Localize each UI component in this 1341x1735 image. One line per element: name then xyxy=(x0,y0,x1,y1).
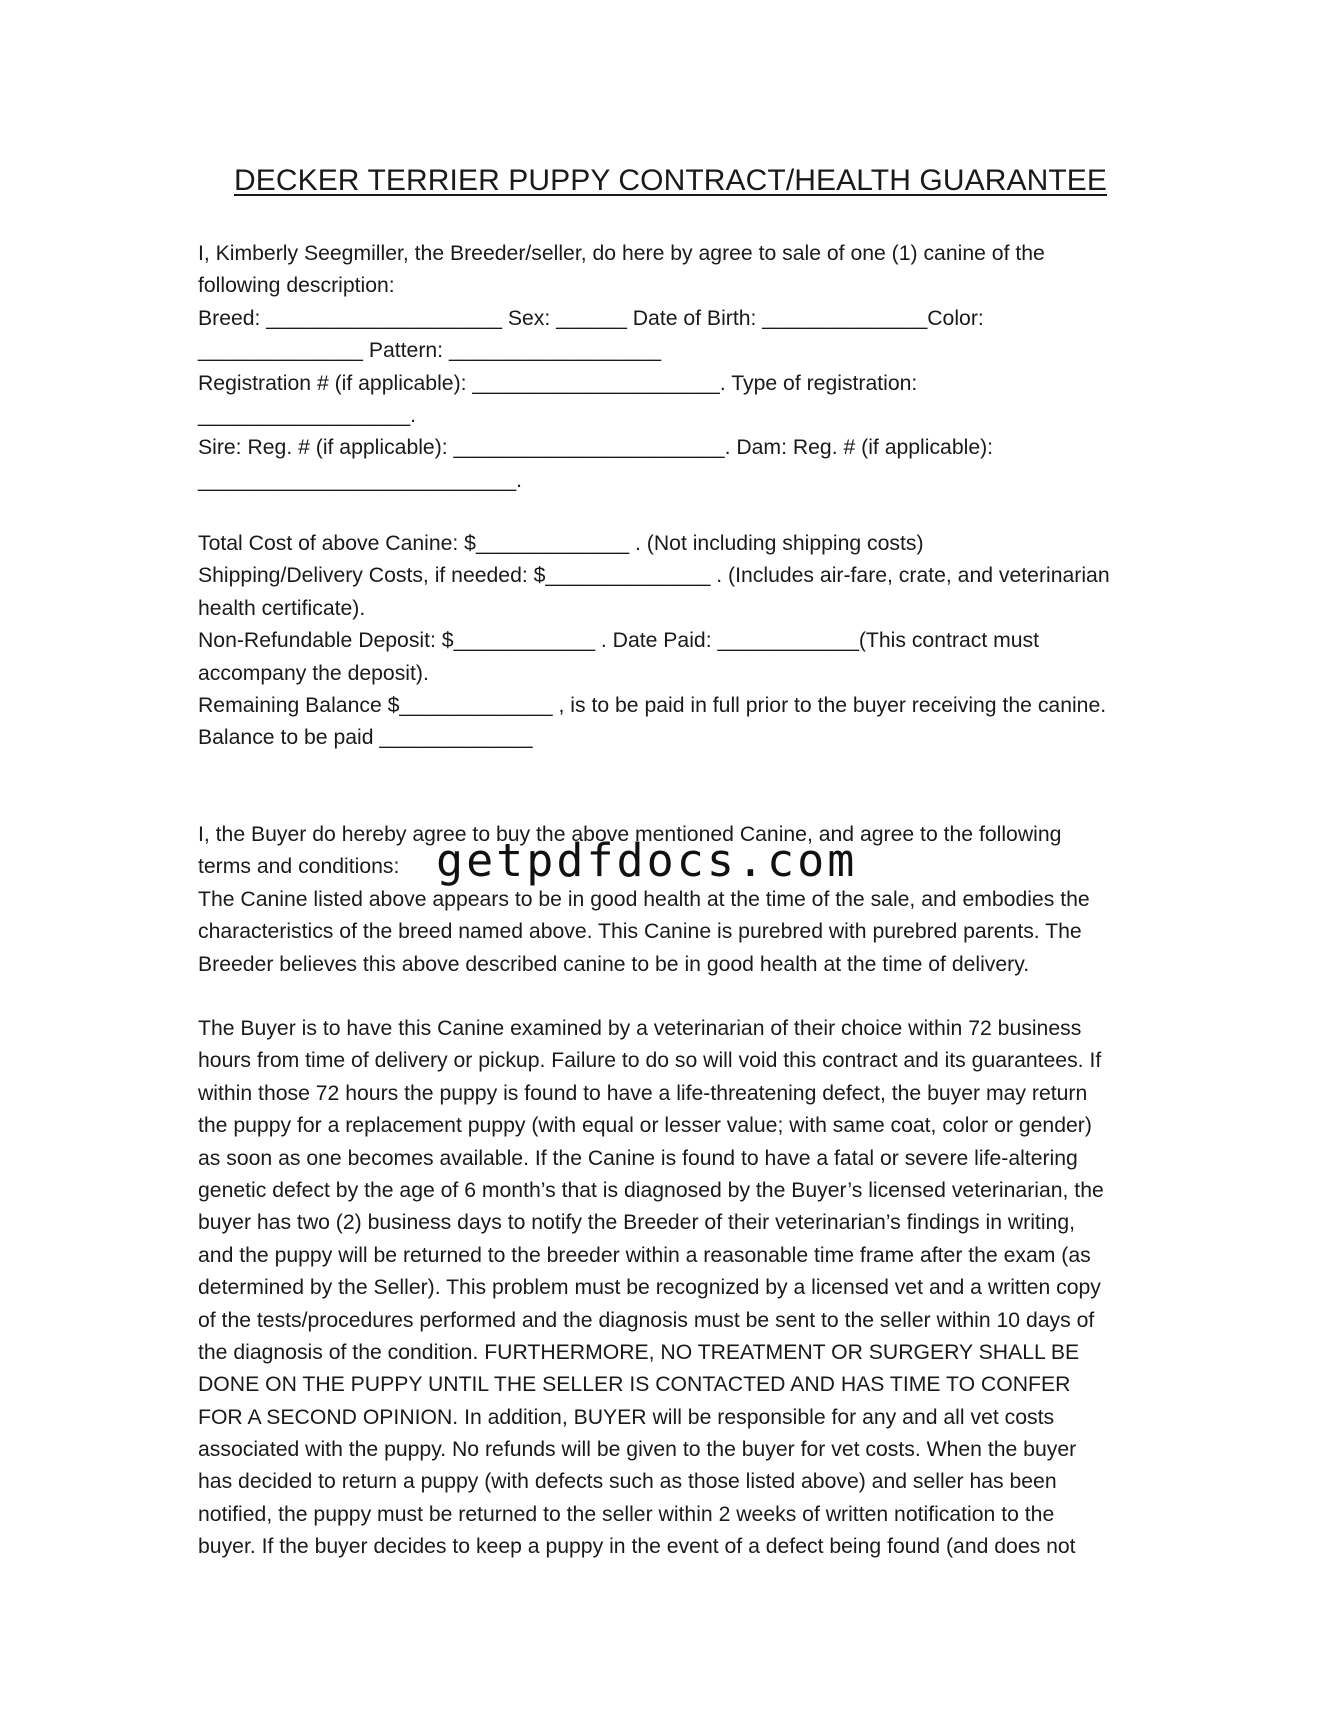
text-line: health certificate). xyxy=(198,596,366,620)
text-line: associated with the puppy. No refunds will be given to the buyer for vet costs. When the buyer xyxy=(198,1438,1077,1462)
text-line: Sire: Reg. # (if applicable): _______________________. Dam: Reg. # (if applicable): xyxy=(198,436,994,460)
text-line: Remaining Balance $_____________ , is to be paid in full prior to the buyer receiving the canine. xyxy=(198,693,1107,717)
health-guarantee-section xyxy=(198,1013,1158,1564)
text-line: Balance to be paid _____________ xyxy=(198,726,533,750)
text-line: Total Cost of above Canine: $_____________ . (Not including shipping costs) xyxy=(198,532,924,555)
sale-description-section xyxy=(198,238,1158,497)
text-line: DONE ON THE PUPPY UNTIL THE SELLER IS CONTACTED AND HAS TIME TO CONFER xyxy=(198,1373,1071,1397)
text-line: within those 72 hours the puppy is found to have a life-threatening defect, the buyer may return xyxy=(198,1081,1088,1105)
text-line: the puppy for a replacement puppy (with equal or lesser value; with same coat, color or gender) xyxy=(198,1114,1092,1138)
text-line: Breeder believes this above described canine to be in good health at the time of delivery. xyxy=(198,952,1030,976)
text-line: of the tests/procedures performed and the diagnosis must be sent to the seller within 10 days of xyxy=(198,1308,1095,1332)
watermark: getpdfdocs.com xyxy=(436,834,858,887)
text-line: terms and conditions: xyxy=(198,855,400,879)
text-line: Registration # (if applicable): _____________________. Type of registration: xyxy=(198,371,918,395)
text-line: __________________. xyxy=(198,403,416,427)
text-line: accompany the deposit). xyxy=(198,661,429,685)
text-line: and the puppy will be returned to the breeder within a reasonable time frame after the exam (as xyxy=(198,1243,1091,1267)
text-line: The Canine listed above appears to be in good health at the time of the sale, and embodies the xyxy=(198,887,1090,911)
text-line: notified, the puppy must be returned to the seller within 2 weeks of written notification to the xyxy=(198,1502,1055,1526)
text-line: Breed: ____________________ Sex: ______ Date of Birth: ______________Color: xyxy=(198,306,984,330)
text-line: FOR A SECOND OPINION. In addition, BUYER will be responsible for any and all vet costs xyxy=(198,1405,1055,1429)
text-line: determined by the Seller). This problem must be recognized by a licensed vet and a written copy xyxy=(198,1276,1101,1300)
text-line: as soon as one becomes available. If the Canine is found to have a fatal or severe life-altering xyxy=(198,1146,1078,1170)
text-line: I, Kimberly Seegmiller, the Breeder/seller, do here by agree to sale of one (1) canine of the xyxy=(198,242,1045,265)
text-line: the diagnosis of the condition. FURTHERMORE, NO TREATMENT OR SURGERY SHALL BE xyxy=(198,1340,1080,1364)
text-line: I, the Buyer do hereby agree to buy the above mentioned Canine, and agree to the following xyxy=(198,823,1062,846)
text-line: has decided to return a puppy (with defects such as those listed above) and seller has been xyxy=(198,1470,1057,1494)
text-line: following description: xyxy=(198,274,395,298)
text-line: Non-Refundable Deposit: $____________ . Date Paid: ____________(This contract must xyxy=(198,629,1040,653)
text-line: buyer has two (2) business days to notify the Breeder of their veterinarian’s findings in writing, xyxy=(198,1211,1075,1235)
text-line: The Buyer is to have this Canine examined by a veterinarian of their choice within 72 business xyxy=(198,1017,1082,1040)
text-line: genetic defect by the age of 6 month’s that is diagnosed by the Buyer’s licensed veterinarian, the xyxy=(198,1178,1104,1202)
text-line: buyer. If the buyer decides to keep a puppy in the event of a defect being found (and does not xyxy=(198,1535,1076,1559)
text-line: ___________________________. xyxy=(198,468,523,492)
cost-section xyxy=(198,528,1158,755)
text-line: characteristics of the breed named above. This Canine is purebred with purebred parents. The xyxy=(198,920,1082,944)
text-line: Shipping/Delivery Costs, if needed: $______________ . (Includes air-fare, crate, and veterinarian xyxy=(198,564,1110,588)
text-line: hours from time of delivery or pickup. Failure to do so will void this contract and its guarantees. If xyxy=(198,1049,1102,1073)
document-title: DECKER TERRIER PUPPY CONTRACT/HEALTH GUARANTEE xyxy=(233,164,1108,197)
text-line: ______________ Pattern: __________________ xyxy=(198,339,662,363)
